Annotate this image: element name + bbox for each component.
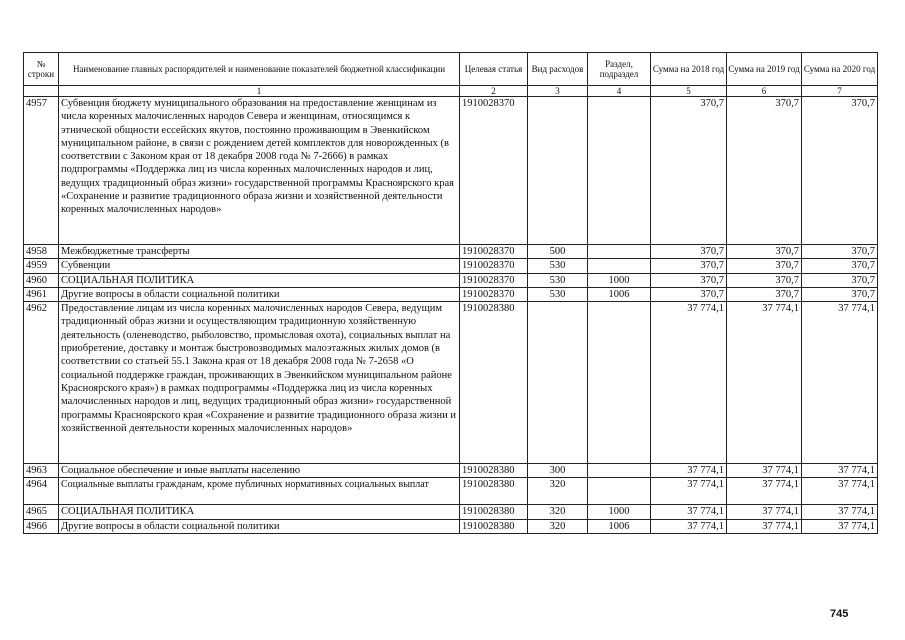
column-number <box>24 86 59 97</box>
row-sum-2020: 37 774,1 <box>802 519 878 533</box>
row-number: 4966 <box>24 519 59 533</box>
row-type: 500 <box>528 245 588 259</box>
row-section <box>588 245 651 259</box>
row-type: 530 <box>528 273 588 287</box>
row-section <box>588 259 651 273</box>
row-target: 1910028380 <box>460 505 528 519</box>
row-section: 1006 <box>588 519 651 533</box>
header-row-no: № строки <box>24 53 59 86</box>
row-number: 4963 <box>24 464 59 478</box>
row-sum-2019: 37 774,1 <box>727 464 802 478</box>
row-name: Субвенция бюджету муниципального образования на предоставление женщинам из числа коренных малочисленных народов Севера и женщинам, относящимся к этнической общности ессейских якутов, постоянно проживающим в Эвенкийском муниципальном районе, в связи с рождением детей комплектов для новорожденных (в соответствии с Законом края от 18 декабря 2008 года № 7-2666) в рамках подпрограммы «Поддержка лиц из числа коренных малочисленных народов и лиц, ведущих традиционный образ жизни» государственной программы Красноярского края «Сохранение и развитие традиционного образа жизни и хозяйственной деятельности коренных малочисленных народов» <box>59 97 460 245</box>
row-number: 4957 <box>24 97 59 245</box>
row-target: 1910028370 <box>460 259 528 273</box>
row-sum-2018: 37 774,1 <box>651 505 727 519</box>
row-target: 1910028380 <box>460 519 528 533</box>
row-number: 4960 <box>24 273 59 287</box>
column-number: 1 <box>59 86 460 97</box>
row-sum-2018: 37 774,1 <box>651 478 727 505</box>
row-number: 4962 <box>24 302 59 464</box>
row-sum-2020: 370,7 <box>802 259 878 273</box>
row-section: 1006 <box>588 287 651 301</box>
row-type: 300 <box>528 464 588 478</box>
row-sum-2019: 37 774,1 <box>727 505 802 519</box>
row-sum-2018: 37 774,1 <box>651 302 727 464</box>
header-type: Вид расходов <box>528 53 588 86</box>
row-type <box>528 97 588 245</box>
header-row <box>24 53 878 86</box>
table-row <box>24 478 878 505</box>
row-number: 4965 <box>24 505 59 519</box>
column-number-row <box>24 86 878 97</box>
row-sum-2019: 370,7 <box>727 259 802 273</box>
row-sum-2020: 370,7 <box>802 97 878 245</box>
table-row <box>24 302 878 464</box>
header-section: Раздел, подраздел <box>588 53 651 86</box>
table-row <box>24 259 878 273</box>
row-type: 320 <box>528 505 588 519</box>
row-target: 1910028370 <box>460 245 528 259</box>
table-row <box>24 97 878 245</box>
row-sum-2019: 370,7 <box>727 245 802 259</box>
row-sum-2019: 370,7 <box>727 273 802 287</box>
row-target: 1910028380 <box>460 464 528 478</box>
row-target: 1910028380 <box>460 478 528 505</box>
column-number: 2 <box>460 86 528 97</box>
row-name: СОЦИАЛЬНАЯ ПОЛИТИКА <box>59 505 460 519</box>
row-sum-2019: 37 774,1 <box>727 302 802 464</box>
row-sum-2019: 370,7 <box>727 97 802 245</box>
row-section <box>588 302 651 464</box>
row-sum-2018: 370,7 <box>651 245 727 259</box>
row-name: Субвенции <box>59 259 460 273</box>
column-number: 7 <box>802 86 878 97</box>
row-name: Социальное обеспечение и иные выплаты населению <box>59 464 460 478</box>
row-sum-2020: 370,7 <box>802 273 878 287</box>
row-sum-2018: 37 774,1 <box>651 464 727 478</box>
table-row <box>24 519 878 533</box>
header-sum-2020: Сумма на 2020 год <box>802 53 878 86</box>
header-name: Наименование главных распорядителей и наименование показателей бюджетной классификации <box>59 53 460 86</box>
row-sum-2019: 370,7 <box>727 287 802 301</box>
column-number: 6 <box>727 86 802 97</box>
column-number: 5 <box>651 86 727 97</box>
row-sum-2020: 37 774,1 <box>802 478 878 505</box>
row-section <box>588 97 651 245</box>
row-name: Другие вопросы в области социальной политики <box>59 519 460 533</box>
row-sum-2019: 37 774,1 <box>727 478 802 505</box>
row-sum-2020: 37 774,1 <box>802 302 878 464</box>
row-section: 1000 <box>588 273 651 287</box>
row-sum-2020: 37 774,1 <box>802 464 878 478</box>
budget-table <box>23 52 878 534</box>
row-sum-2018: 370,7 <box>651 273 727 287</box>
row-section: 1000 <box>588 505 651 519</box>
row-target: 1910028380 <box>460 302 528 464</box>
row-sum-2020: 370,7 <box>802 245 878 259</box>
row-type: 530 <box>528 259 588 273</box>
table-row <box>24 245 878 259</box>
row-type: 530 <box>528 287 588 301</box>
row-name: Межбюджетные трансферты <box>59 245 460 259</box>
row-sum-2020: 37 774,1 <box>802 505 878 519</box>
column-number: 4 <box>588 86 651 97</box>
table-row <box>24 464 878 478</box>
row-type: 320 <box>528 478 588 505</box>
table-row <box>24 505 878 519</box>
header-sum-2019: Сумма на 2019 год <box>727 53 802 86</box>
row-sum-2019: 37 774,1 <box>727 519 802 533</box>
row-target: 1910028370 <box>460 97 528 245</box>
row-name: Другие вопросы в области социальной политики <box>59 287 460 301</box>
row-section <box>588 464 651 478</box>
page-number: 745 <box>830 608 849 620</box>
row-sum-2018: 37 774,1 <box>651 519 727 533</box>
column-number: 3 <box>528 86 588 97</box>
row-type: 320 <box>528 519 588 533</box>
row-target: 1910028370 <box>460 287 528 301</box>
row-name: СОЦИАЛЬНАЯ ПОЛИТИКА <box>59 273 460 287</box>
row-sum-2018: 370,7 <box>651 287 727 301</box>
row-number: 4961 <box>24 287 59 301</box>
table-row <box>24 273 878 287</box>
row-target: 1910028370 <box>460 273 528 287</box>
header-target: Целевая статья <box>460 53 528 86</box>
table-row <box>24 287 878 301</box>
row-number: 4964 <box>24 478 59 505</box>
row-section <box>588 478 651 505</box>
row-name: Социальные выплаты гражданам, кроме публичных нормативных социальных выплат <box>59 478 460 505</box>
row-sum-2018: 370,7 <box>651 97 727 245</box>
row-number: 4959 <box>24 259 59 273</box>
row-number: 4958 <box>24 245 59 259</box>
header-sum-2018: Сумма на 2018 год <box>651 53 727 86</box>
row-sum-2020: 370,7 <box>802 287 878 301</box>
row-type <box>528 302 588 464</box>
row-sum-2018: 370,7 <box>651 259 727 273</box>
row-name: Предоставление лицам из числа коренных малочисленных народов Севера, ведущим традиционный образ жизни и осуществляющим традиционную хозяйственную деятельность (оленеводство, рыболовство, промысловая охота), социальных выплат на приобретение, доставку и монтаж быстровозводимых малоэтажных жилых домов (в соответствии со статьей 55.1 Закона края от 18 декабря 2008 года № 7-2658 «О социальной поддержке граждан, проживающих в Эвенкийском муниципальном районе Красноярского края») в рамках подпрограммы «Поддержка лиц из числа коренных малочисленных народов и лиц, ведущих традиционный образ жизни» государственной программы Красноярского края «Сохранение и развитие традиционного образа жизни и хозяйственной деятельности коренных малочисленных народов» <box>59 302 460 464</box>
